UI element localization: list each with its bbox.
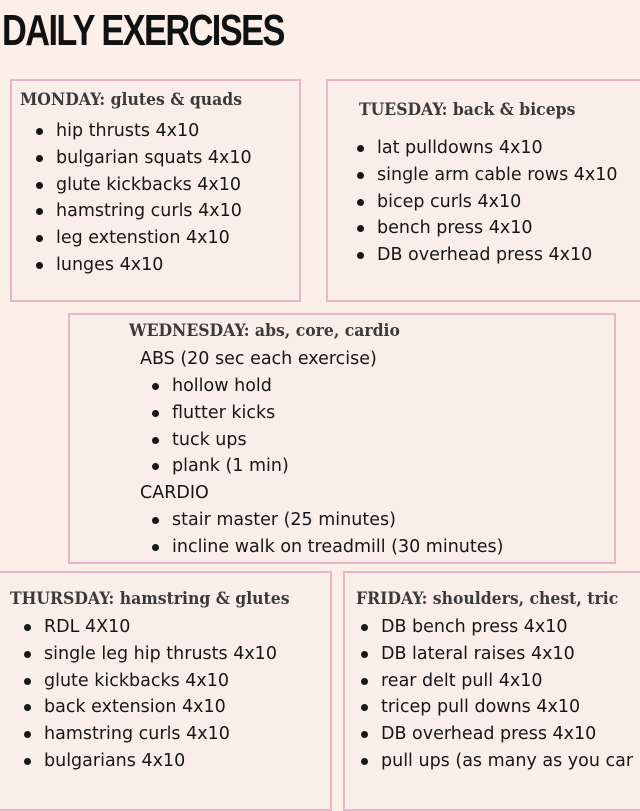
thursday-card xyxy=(0,571,332,811)
list-item: flutter kicks xyxy=(150,400,289,427)
cardio-exercise-list xyxy=(150,507,503,561)
list-item: tricep pull downs 4x10 xyxy=(359,694,633,721)
list-item: back extension 4x10 xyxy=(22,694,277,721)
list-item: hollow hold xyxy=(150,373,289,400)
list-item: pull ups (as many as you car xyxy=(359,748,633,775)
list-item: DB overhead press 4x10 xyxy=(355,242,618,269)
friday-card xyxy=(343,571,640,811)
list-item: hip thrusts 4x10 xyxy=(34,118,252,145)
tuesday-card xyxy=(326,79,640,302)
list-item: RDL 4X10 xyxy=(22,614,277,641)
list-item: leg extenstion 4x10 xyxy=(34,225,252,252)
wednesday-card xyxy=(68,313,616,564)
list-item: bench press 4x10 xyxy=(355,215,618,242)
abs-label: ABS (20 sec each exercise) xyxy=(140,349,377,369)
list-item: bulgarians 4x10 xyxy=(22,748,277,775)
page-title: DAILY EXERCISES xyxy=(2,6,284,55)
list-item: bicep curls 4x10 xyxy=(355,189,618,216)
list-item: stair master (25 minutes) xyxy=(150,507,503,534)
list-item: DB bench press 4x10 xyxy=(359,614,633,641)
monday-heading: MONDAY: glutes & quads xyxy=(20,90,243,110)
list-item: incline walk on treadmill (30 minutes) xyxy=(150,534,503,561)
friday-exercise-list xyxy=(359,614,633,775)
list-item: rear delt pull 4x10 xyxy=(359,668,633,695)
list-item: DB overhead press 4x10 xyxy=(359,721,633,748)
list-item: single leg hip thrusts 4x10 xyxy=(22,641,277,668)
list-item: tuck ups xyxy=(150,427,289,454)
thursday-heading: THURSDAY: hamstring & glutes xyxy=(10,589,290,609)
list-item: glute kickbacks 4x10 xyxy=(34,172,252,199)
list-item: lat pulldowns 4x10 xyxy=(355,135,618,162)
friday-heading: FRIDAY: shoulders, chest, tric xyxy=(356,589,619,609)
cardio-label: CARDIO xyxy=(140,483,209,503)
abs-exercise-list xyxy=(150,373,289,480)
tuesday-exercise-list xyxy=(355,135,618,269)
tuesday-heading: TUESDAY: back & biceps xyxy=(359,100,576,120)
list-item: bulgarian squats 4x10 xyxy=(34,145,252,172)
list-item: glute kickbacks 4x10 xyxy=(22,668,277,695)
monday-exercise-list xyxy=(34,118,252,279)
list-item: plank (1 min) xyxy=(150,453,289,480)
list-item: hamstring curls 4x10 xyxy=(34,198,252,225)
thursday-exercise-list xyxy=(22,614,277,775)
list-item: lunges 4x10 xyxy=(34,252,252,279)
wednesday-heading: WEDNESDAY: abs, core, cardio xyxy=(129,321,400,341)
list-item: hamstring curls 4x10 xyxy=(22,721,277,748)
monday-card xyxy=(10,79,301,302)
list-item: DB lateral raises 4x10 xyxy=(359,641,633,668)
list-item: single arm cable rows 4x10 xyxy=(355,162,618,189)
